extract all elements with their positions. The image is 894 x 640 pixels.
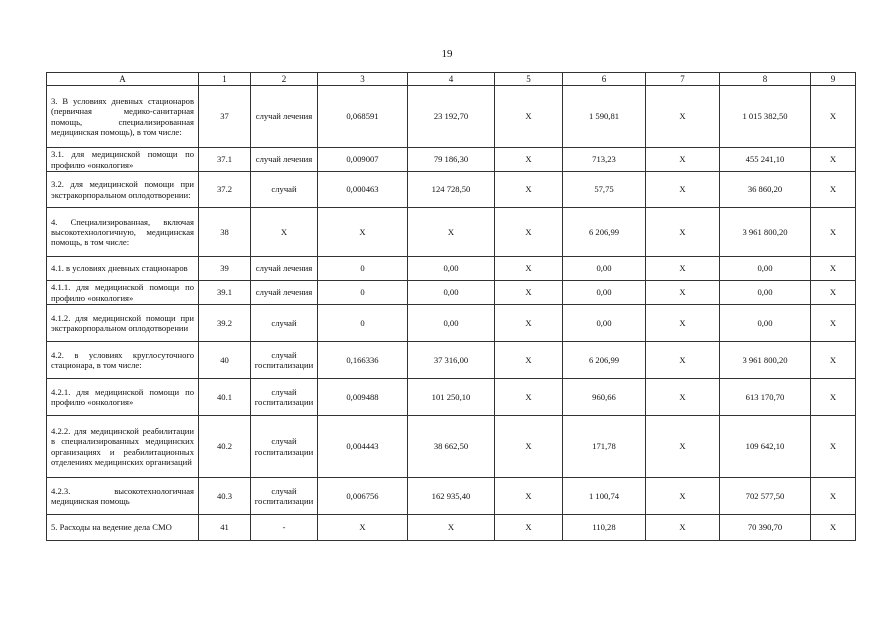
- cell: 1 100,74: [563, 478, 646, 515]
- cell: X: [495, 342, 563, 379]
- cell: 38 662,50: [408, 416, 495, 478]
- header-row: [47, 73, 856, 86]
- cell: X: [811, 416, 856, 478]
- cell: 0,00: [563, 305, 646, 342]
- cell: X: [495, 86, 563, 148]
- cell: 109 642,10: [720, 416, 811, 478]
- cell: X: [811, 208, 856, 257]
- table-row: [47, 515, 856, 541]
- cell: X: [646, 281, 720, 305]
- column-header: 7: [646, 73, 720, 86]
- cell: 79 186,30: [408, 148, 495, 172]
- row-name: 4. Специализированная, включая высокотехнологичную, медицинская помощь, в том числе:: [47, 208, 199, 257]
- page-number: 19: [441, 48, 453, 60]
- cell: 0: [318, 305, 408, 342]
- cell: 70 390,70: [720, 515, 811, 541]
- cell: X: [646, 208, 720, 257]
- row-code: 39: [199, 257, 251, 281]
- row-unit: случай госпитализации: [251, 342, 318, 379]
- cell: 0,009488: [318, 379, 408, 416]
- column-header: 2: [251, 73, 318, 86]
- row-name: 4.1.2. для медицинской помощи при экстракорпоральном оплодотворении: [47, 305, 199, 342]
- cell: 6 206,99: [563, 342, 646, 379]
- cell: 0,00: [408, 257, 495, 281]
- cell: 36 860,20: [720, 172, 811, 208]
- cell: X: [495, 478, 563, 515]
- row-code: 40.1: [199, 379, 251, 416]
- cell: 3 961 800,20: [720, 342, 811, 379]
- row-unit: случай: [251, 305, 318, 342]
- cell: X: [811, 342, 856, 379]
- cell: X: [495, 515, 563, 541]
- row-code: 40: [199, 342, 251, 379]
- cell: X: [495, 379, 563, 416]
- row-name: 4.2.1. для медицинской помощи по профилю «онкология»: [47, 379, 199, 416]
- cell: 1 015 382,50: [720, 86, 811, 148]
- row-unit: случай лечения: [251, 86, 318, 148]
- row-name: 3. В условиях дневных стационаров (первичная медико-санитарная помощь, специализированная медицинская помощь), в том числе:: [47, 86, 199, 148]
- cell: 0,068591: [318, 86, 408, 148]
- cell: X: [646, 379, 720, 416]
- row-unit: случай лечения: [251, 148, 318, 172]
- row-name: 3.2. для медицинской помощи при экстракорпоральном оплодотворении:: [47, 172, 199, 208]
- row-code: 37.1: [199, 148, 251, 172]
- cell: X: [495, 172, 563, 208]
- column-header: А: [47, 73, 199, 86]
- cell: X: [495, 208, 563, 257]
- cell: 3 961 800,20: [720, 208, 811, 257]
- table-body: [47, 86, 856, 541]
- cell: 0,00: [408, 281, 495, 305]
- cell: 162 935,40: [408, 478, 495, 515]
- table-row: [47, 281, 856, 305]
- row-code: 40.3: [199, 478, 251, 515]
- cell: 713,23: [563, 148, 646, 172]
- row-name: 5. Расходы на ведение дела СМО: [47, 515, 199, 541]
- table-row: [47, 172, 856, 208]
- row-code: 38: [199, 208, 251, 257]
- table-row: [47, 208, 856, 257]
- column-header: 4: [408, 73, 495, 86]
- cell: X: [495, 148, 563, 172]
- cell: 0,166336: [318, 342, 408, 379]
- cell: X: [646, 148, 720, 172]
- row-code: 37.2: [199, 172, 251, 208]
- cell: 1 590,81: [563, 86, 646, 148]
- row-unit: случай лечения: [251, 281, 318, 305]
- data-table: [46, 72, 856, 541]
- cell: 0,009007: [318, 148, 408, 172]
- table-row: [47, 342, 856, 379]
- cell: X: [646, 86, 720, 148]
- row-name: 4.2. в условиях круглосуточного стационара, в том числе:: [47, 342, 199, 379]
- cell: X: [811, 172, 856, 208]
- cell: 0: [318, 281, 408, 305]
- cell: 124 728,50: [408, 172, 495, 208]
- cell: X: [318, 515, 408, 541]
- row-code: 41: [199, 515, 251, 541]
- cell: X: [495, 416, 563, 478]
- cell: X: [646, 478, 720, 515]
- cell: X: [318, 208, 408, 257]
- cell: X: [811, 515, 856, 541]
- cell: 6 206,99: [563, 208, 646, 257]
- row-unit: случай госпитализации: [251, 478, 318, 515]
- table-row: [47, 257, 856, 281]
- cell: X: [811, 86, 856, 148]
- cell: 0,00: [720, 281, 811, 305]
- cell: 0,006756: [318, 478, 408, 515]
- cell: X: [811, 257, 856, 281]
- column-header: 1: [199, 73, 251, 86]
- row-name: 4.1.1. для медицинской помощи по профилю «онкология»: [47, 281, 199, 305]
- cell: 57,75: [563, 172, 646, 208]
- cell: 0,00: [720, 305, 811, 342]
- row-unit: случай госпитализации: [251, 416, 318, 478]
- cell: 0,00: [563, 281, 646, 305]
- row-name: 3.1. для медицинской помощи по профилю «онкология»: [47, 148, 199, 172]
- row-code: 40.2: [199, 416, 251, 478]
- column-header: 9: [811, 73, 856, 86]
- cell: 171,78: [563, 416, 646, 478]
- cell: 0: [318, 257, 408, 281]
- cell: X: [646, 515, 720, 541]
- cell: 0,00: [563, 257, 646, 281]
- cell: 960,66: [563, 379, 646, 416]
- cell: 0,00: [408, 305, 495, 342]
- row-code: 39.1: [199, 281, 251, 305]
- cell: X: [811, 478, 856, 515]
- cell: 23 192,70: [408, 86, 495, 148]
- cell: X: [646, 257, 720, 281]
- row-name: 4.2.3. высокотехнологичная медицинская помощь: [47, 478, 199, 515]
- column-header: 8: [720, 73, 811, 86]
- cell: X: [646, 342, 720, 379]
- row-unit: X: [251, 208, 318, 257]
- table-row: [47, 305, 856, 342]
- row-unit: -: [251, 515, 318, 541]
- row-unit: случай: [251, 172, 318, 208]
- cell: X: [495, 281, 563, 305]
- row-name: 4.2.2. для медицинской реабилитации в специализированных медицинских организациях и реабилитационных отделениях медицинских организаций: [47, 416, 199, 478]
- cell: X: [646, 172, 720, 208]
- column-header: 5: [495, 73, 563, 86]
- cell: X: [495, 305, 563, 342]
- row-unit: случай лечения: [251, 257, 318, 281]
- cell: 0,000463: [318, 172, 408, 208]
- column-header: 6: [563, 73, 646, 86]
- table-row: [47, 148, 856, 172]
- row-unit: случай госпитализации: [251, 379, 318, 416]
- column-header: 3: [318, 73, 408, 86]
- row-code: 39.2: [199, 305, 251, 342]
- cell: X: [646, 416, 720, 478]
- cell: 0,004443: [318, 416, 408, 478]
- table-row: [47, 416, 856, 478]
- cell: X: [495, 257, 563, 281]
- cell: 613 170,70: [720, 379, 811, 416]
- table-header: [47, 73, 856, 86]
- table-row: [47, 379, 856, 416]
- cell: 702 577,50: [720, 478, 811, 515]
- cell: X: [408, 515, 495, 541]
- table-row: [47, 478, 856, 515]
- cell: X: [811, 379, 856, 416]
- cell: X: [646, 305, 720, 342]
- cell: 101 250,10: [408, 379, 495, 416]
- cell: 37 316,00: [408, 342, 495, 379]
- row-code: 37: [199, 86, 251, 148]
- cell: 455 241,10: [720, 148, 811, 172]
- cell: X: [408, 208, 495, 257]
- table-row: [47, 86, 856, 148]
- cell: X: [811, 281, 856, 305]
- cell: X: [811, 148, 856, 172]
- cell: 0,00: [720, 257, 811, 281]
- row-name: 4.1. в условиях дневных стационаров: [47, 257, 199, 281]
- cell: 110,28: [563, 515, 646, 541]
- cell: X: [811, 305, 856, 342]
